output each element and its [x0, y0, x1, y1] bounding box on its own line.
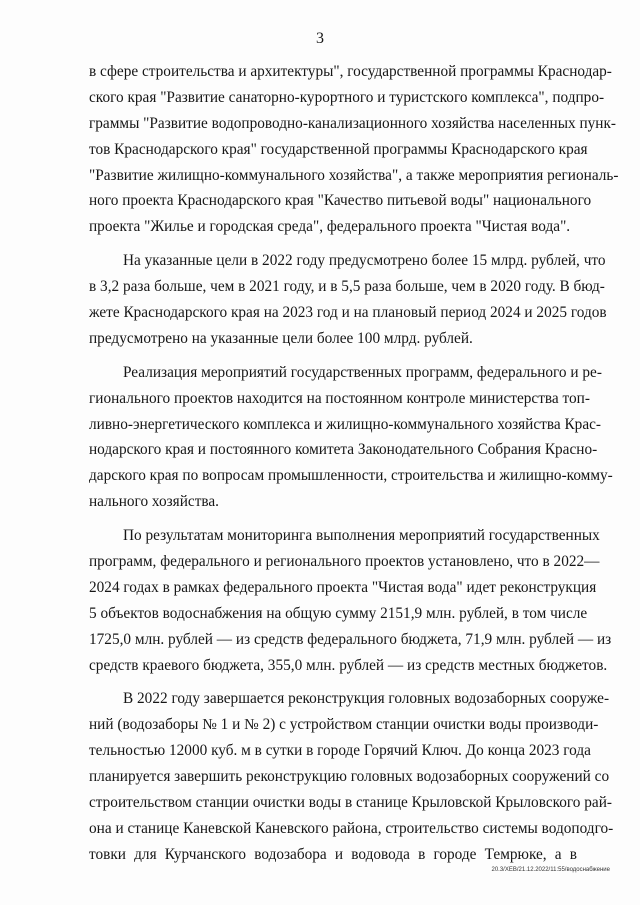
text-line: средств краевого бюджета, 355,0 млн. рублей — из средств местных бюджетов. — [89, 656, 608, 674]
page-number: 3 — [316, 30, 324, 47]
text-line: нодарского края и постоянного комитета Законодательного Собрания Красно- — [89, 441, 598, 459]
document-body — [89, 59, 619, 868]
text-line: ний (водозаборы № 1 и № 2) с устройством станции очистки воды производи- — [89, 716, 599, 734]
text-line: В 2022 году завершается реконструкция головных водозаборных сооруже- — [123, 690, 610, 708]
paragraph-monitoring — [89, 523, 612, 678]
text-line: тов Краснодарского края" государственной программы Краснодарского края — [89, 140, 588, 158]
text-line: в сфере строительства и архитектуры", государственной программы Краснодар- — [89, 63, 612, 80]
text-line: граммы "Развитие водопроводно-канализационного хозяйства населенных пунк- — [89, 114, 617, 132]
text-line: предусмотрено на указанные цели более 100 млрд. рублей. — [89, 329, 473, 347]
text-line: планируется завершить реконструкцию головных водозаборных сооружений со — [89, 768, 610, 786]
text-line: По результатам мониторинга выполнения мероприятий государственных — [123, 527, 600, 545]
text-line: жете Краснодарского края на 2023 год и на плановый период 2024 и 2025 годов — [89, 304, 607, 322]
text-line: дарского края по вопросам промышленности, строительства и жилищно-комму- — [89, 467, 613, 485]
text-line: в 3,2 раза больше, чем в 2021 году, и в 5,5 раза больше, чем в 2020 году. В бюд- — [89, 278, 605, 296]
text-line: товки для Курчанского водозабора и водовода в городе Темрюке, а в — [89, 845, 577, 863]
text-line: проекта "Жилье и городская среда", федерального проекта "Чистая вода". — [89, 218, 571, 236]
text-line: "Развитие жилищно-коммунального хозяйства", а также мероприятия региональ- — [89, 166, 619, 184]
text-line: Реализация мероприятий государственных программ, федерального и ре- — [123, 363, 602, 381]
text-line: гионального проектов находится на постоянном контроле министерства топ- — [89, 389, 590, 407]
paragraph-control — [89, 360, 613, 515]
text-line: ного проекта Краснодарского края "Качество питьевой воды" национального — [89, 192, 592, 210]
text-line: 5 объектов водоснабжения на общую сумму 2151,9 млн. рублей, в том числе — [89, 604, 588, 622]
text-line: тельностью 12000 куб. м в сутки в городе Горячий Ключ. До конца 2023 года — [89, 742, 591, 760]
text-line: 1725,0 млн. рублей — из средств федерального бюджета, 71,9 млн. рублей — из — [89, 630, 612, 648]
paragraph-reconstruction — [89, 686, 614, 867]
text-line: программ, федерального и регионального проектов установлено, что в 2022— — [89, 553, 600, 571]
text-line: На указанные цели в 2022 году предусмотрено более 15 млрд. рублей, что — [123, 252, 606, 270]
document-footer-code: 20.3/ХЕВ/21.12.2022/11:55/водоснабжение — [491, 867, 610, 873]
text-line: ского края "Развитие санаторно-курортного и туристского комплекса", подпро- — [89, 88, 605, 106]
paragraph-continued-programs — [89, 59, 619, 240]
text-line: нального хозяйства. — [89, 493, 220, 511]
text-line: ливно-энергетического комплекса и жилищно-коммунального хозяйства Крас- — [89, 415, 602, 433]
text-line: строительством станции очистки воды в станице Крыловской Крыловского рай- — [89, 794, 612, 812]
paragraph-funding — [89, 248, 607, 352]
text-line: 2024 годах в рамках федерального проекта "Чистая вода" идет реконструкция — [89, 578, 597, 596]
text-line: она и станице Каневской Каневского района, строительство системы водоподго- — [89, 819, 614, 837]
